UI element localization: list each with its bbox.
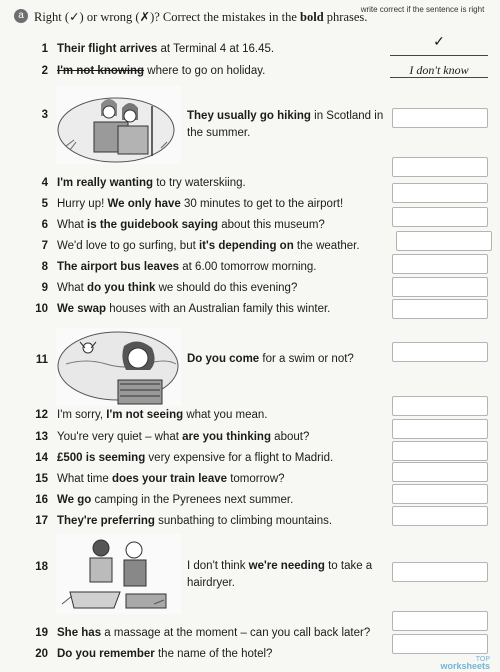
answer-box-7[interactable] <box>396 231 492 251</box>
sentence: What time does your train leave tomorrow? <box>57 473 285 485</box>
sentence: £500 is seeming very expensive for a flight to Madrid. <box>57 452 334 464</box>
item-8: 8 The airport bus leaves at 6.00 tomorrow morning. <box>0 257 500 277</box>
answer-box-18[interactable] <box>392 562 488 582</box>
answer-1: ✓ <box>433 35 445 50</box>
swimmer-illustration <box>56 328 181 406</box>
item-1: 1 Their flight arrives at Terminal 4 at 16.45. ✓ <box>0 39 500 59</box>
exercise-header <box>14 8 368 26</box>
instruction: Right (✓) or wrong (✗)? Correct the mistakes in the bold phrases. <box>34 10 368 24</box>
answer-box-11[interactable] <box>392 342 488 362</box>
item-7: 7 We'd love to go surfing, but it's depending on the weather. <box>0 236 500 256</box>
sentence: What is the guidebook saying about this museum? <box>57 219 325 231</box>
item-20: 20 Do you remember the name of the hotel? <box>0 644 500 664</box>
item-16: 16 We go camping in the Pyrenees next summer. <box>0 490 500 510</box>
item-11-number: 11 <box>35 354 48 366</box>
item-14: 14 £500 is seeming very expensive for a flight to Madrid. <box>0 448 500 468</box>
sentence: We'd love to go surfing, but it's depending on the weather. <box>57 240 360 252</box>
sentence: Hurry up! We only have 30 minutes to get to the airport! <box>57 198 344 210</box>
overlay-note: write correct if the sentence is right <box>360 5 485 14</box>
answer-box-9[interactable] <box>392 277 488 297</box>
item-12: 12 I'm sorry, I'm not seeing what you mean. <box>0 405 500 425</box>
answer-line <box>390 54 488 56</box>
item-3-number: 3 <box>41 109 48 121</box>
sentence-3: They usually go hiking in Scotland in the summer. <box>187 110 384 139</box>
sentence: You're very quiet – what are you thinking about? <box>57 431 310 443</box>
sentence: They're preferring sunbathing to climbing mountains. <box>57 515 333 527</box>
sentence: The airport bus leaves at 6.00 tomorrow morning. <box>57 261 317 273</box>
item-4: 4 I'm really wanting to try waterskiing. <box>0 173 500 193</box>
item-6: 6 What is the guidebook saying about this museum? <box>0 215 500 235</box>
exercise-badge: a <box>14 9 28 23</box>
item-13: 13 You're very quiet – what are you thinking about? <box>0 427 500 447</box>
item-9: 9 What do you think we should do this evening? <box>0 278 500 298</box>
item-18-number: 18 <box>35 561 48 573</box>
answer-box-8[interactable] <box>392 254 488 274</box>
item-19: 19 She has a massage at the moment – can you call back later? <box>0 623 500 643</box>
sentence: What do you think we should do this evening? <box>57 282 298 294</box>
watermark-logo: TOP worksheets <box>440 656 490 671</box>
sentence: I'm sorry, I'm not seeing what you mean. <box>57 409 268 421</box>
sentence: We swap houses with an Australian family this winter. <box>57 303 331 315</box>
sentence: We go camping in the Pyrenees next summer. <box>57 494 294 506</box>
item-5: 5 Hurry up! We only have 30 minutes to get to the airport! <box>0 194 500 214</box>
sentence: She has a massage at the moment – can you call back later? <box>57 627 371 639</box>
item-15: 15 What time does your train leave tomorrow? <box>0 469 500 489</box>
item-17: 17 They're preferring sunbathing to climbing mountains. <box>0 511 500 531</box>
sentence-18: I don't think we're needing to take a hairdryer. <box>187 560 373 589</box>
answer-box-10[interactable] <box>392 299 488 319</box>
answer-2: I don't know <box>409 63 469 77</box>
answer-line <box>390 76 488 78</box>
sentence: I'm not knowing where to go on holiday. <box>57 65 266 77</box>
item-10: 10 We swap houses with an Australian family this winter. <box>0 299 500 319</box>
packing-illustration <box>56 534 181 614</box>
sentence-11: Do you come for a swim or not? <box>187 353 354 365</box>
sentence: Their flight arrives at Terminal 4 at 16.45. <box>57 43 275 55</box>
item-2: 2 I'm not knowing where to go on holiday. I don't know <box>0 61 500 81</box>
hikers-illustration <box>56 86 181 164</box>
answer-box-3[interactable] <box>392 108 488 128</box>
sentence: I'm really wanting to try waterskiing. <box>57 177 246 189</box>
sentence: Do you remember the name of the hotel? <box>57 648 273 660</box>
